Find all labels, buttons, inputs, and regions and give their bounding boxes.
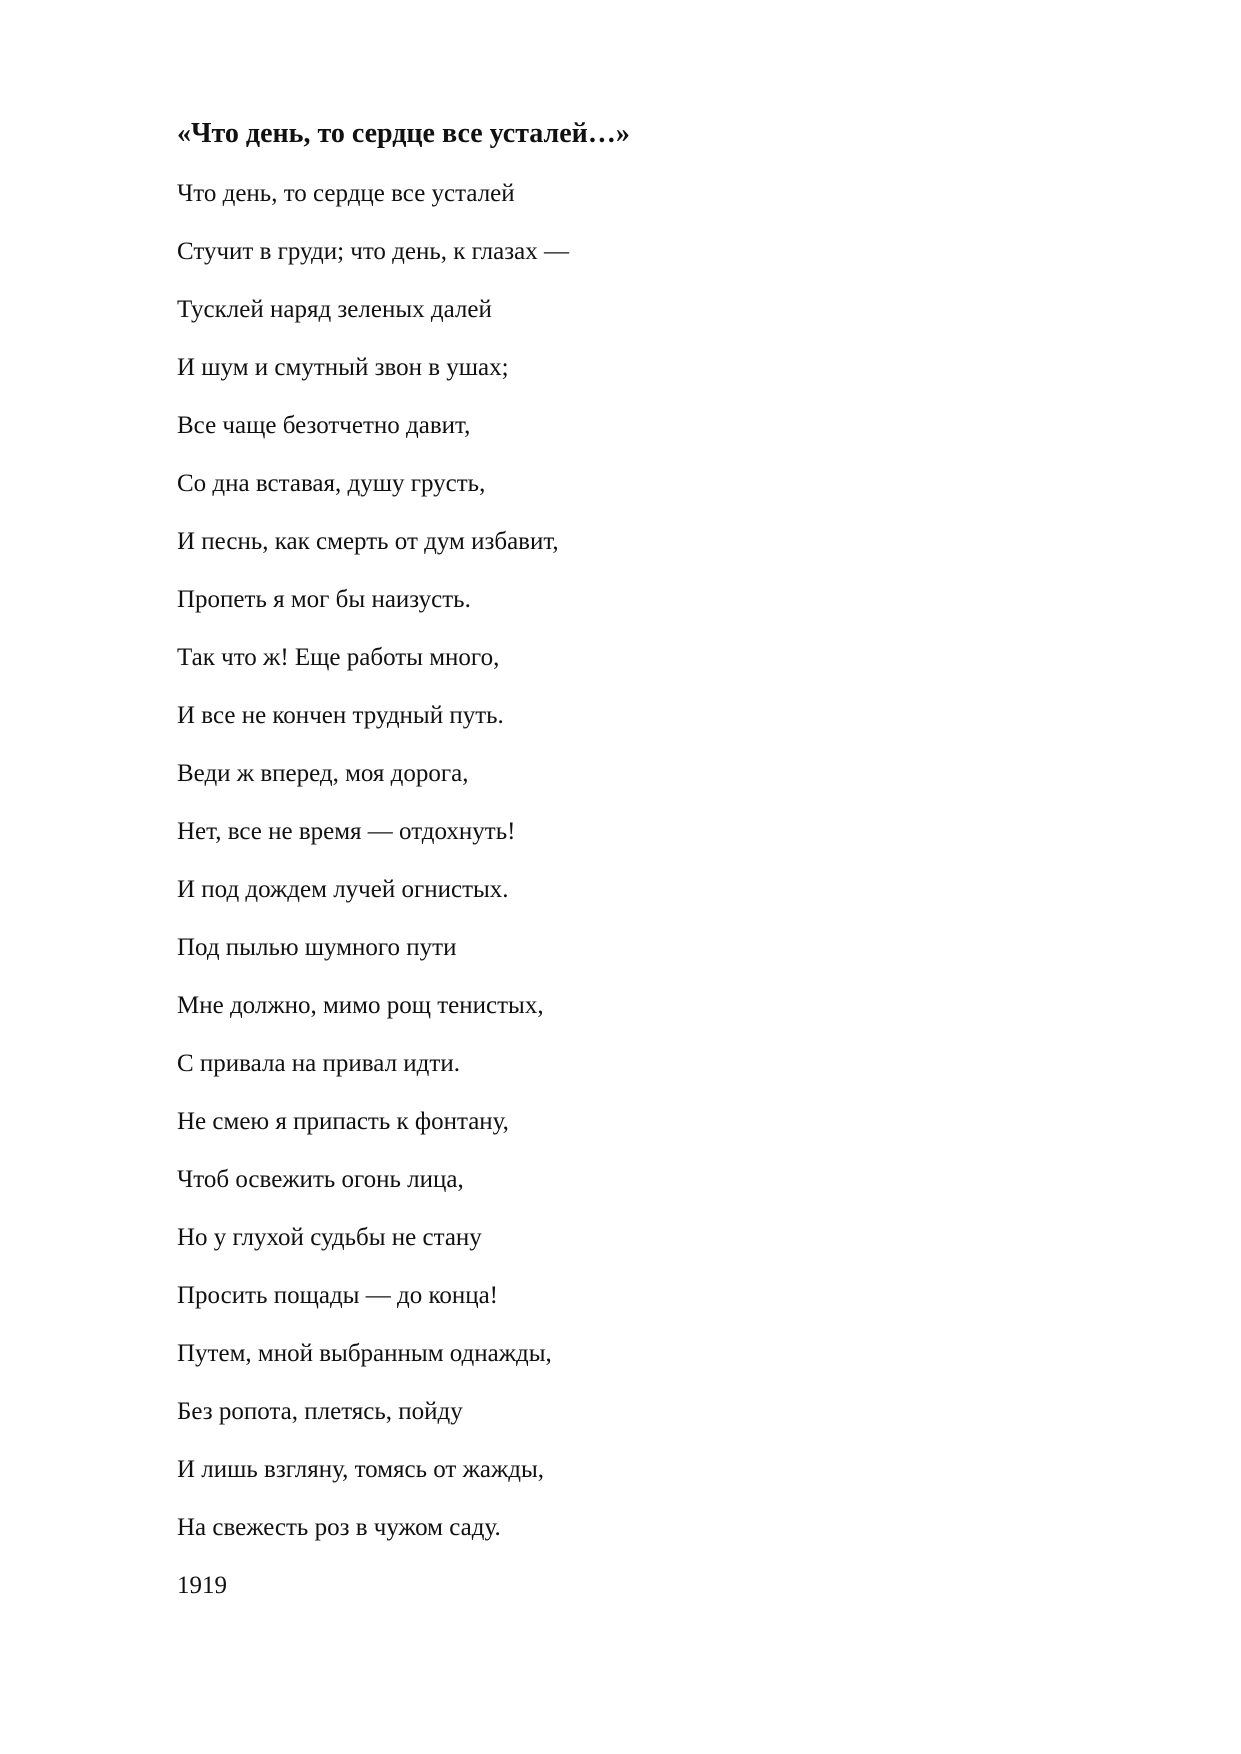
poem-line: На свежесть роз в чужом саду. — [177, 1514, 501, 1541]
poem-line: Со дна вставая, душу грусть, — [177, 470, 486, 497]
poem-title: «Что день, то сердце все усталей…» — [177, 118, 630, 149]
poem-line: Просить пощады — до конца! — [177, 1282, 498, 1309]
poem-line: Что день, то сердце все усталей — [177, 180, 515, 207]
poem-body — [177, 176, 569, 1568]
poem-line: И шум и смутный звон в ушах; — [177, 354, 509, 381]
poem-line: Чтоб освежить огонь лица, — [177, 1166, 464, 1193]
poem-line: И все не кончен трудный путь. — [177, 702, 504, 729]
poem-line: И лишь взгляну, томясь от жажды, — [177, 1456, 545, 1483]
poem-line: Нет, все не время — отдохнуть! — [177, 818, 516, 845]
poem-line: Все чаще безотчетно давит, — [177, 412, 471, 439]
poem-line: Так что ж! Еще работы много, — [177, 644, 500, 671]
poem-line: Тусклей наряд зеленых далей — [177, 296, 492, 323]
poem-line: С привала на привал идти. — [177, 1050, 460, 1077]
poem-line: И под дождем лучей огнистых. — [177, 876, 509, 903]
poem-line: Но у глухой судьбы не стану — [177, 1224, 482, 1251]
poem-line: Мне должно, мимо рощ тенистых, — [177, 992, 544, 1019]
poem-line: Без ропота, плетясь, пойду — [177, 1398, 463, 1425]
poem-line: Под пылью шумного пути — [177, 934, 457, 961]
poem-line: Стучит в груди; что день, к глазах — — [177, 238, 569, 265]
poem-line: Не смею я припасть к фонтану, — [177, 1108, 509, 1135]
poem-year: 1919 — [177, 1572, 227, 1599]
poem-line: Пропеть я мог бы наизусть. — [177, 586, 471, 613]
poem-line: И песнь, как смерть от дум избавит, — [177, 528, 559, 555]
poem-line: Путем, мной выбранным однажды, — [177, 1340, 552, 1367]
poem-line: Веди ж вперед, моя дорога, — [177, 760, 469, 787]
